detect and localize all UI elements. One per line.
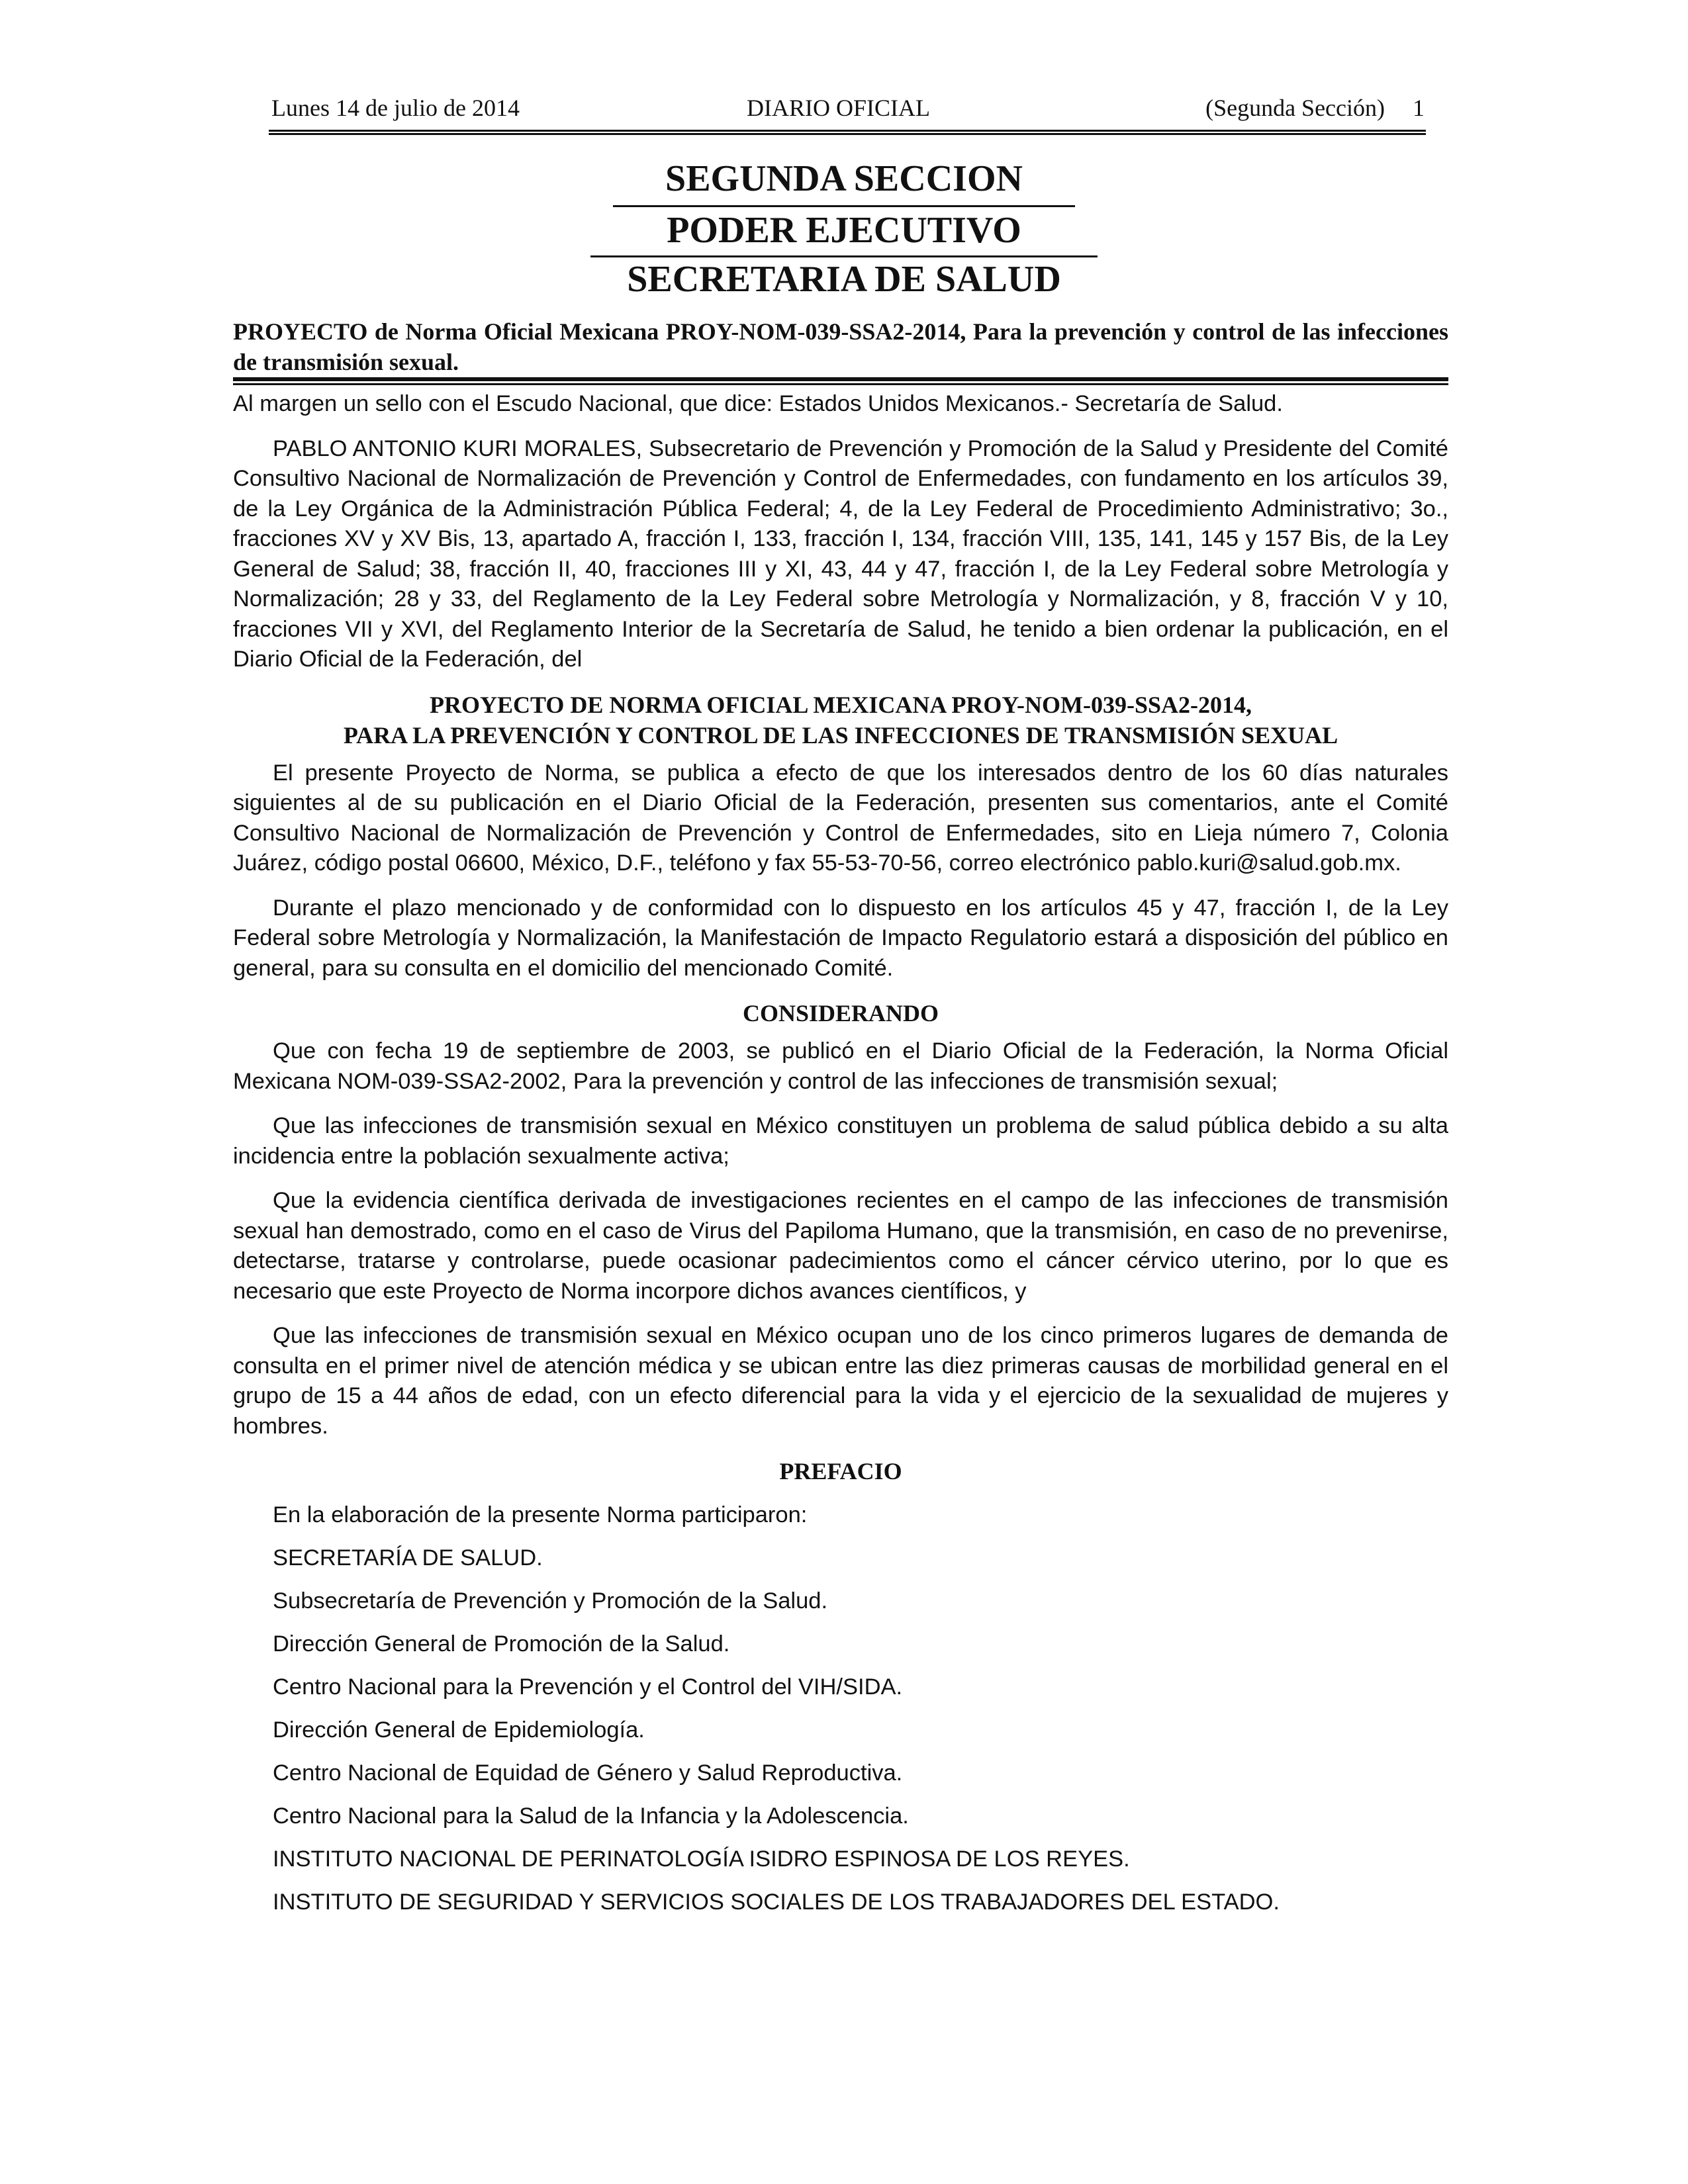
document-title: PROYECTO de Norma Oficial Mexicana PROY-NOM-039-SSA2-2014, Para la prevención y control de las infecciones de transmisión sexual. [233, 318, 1448, 375]
spacer [233, 1171, 1448, 1186]
spacer [233, 1028, 1448, 1036]
considerando-paragraph: Que las infecciones de transmisión sexual en México ocupan uno de los cinco primeros lugares de demanda de consulta en el primer nivel de atención médica y se ubican entre las diez primeras causas de morbilidad general en el grupo de 15 a 44 años de edad, con un efecto diferencial para la vida y el ejercicio de la sexualidad de mujeres y hombres. [233, 1323, 1448, 1439]
participant-item: Subsecretaría de Prevención y Promoción de la Salud. [273, 1588, 828, 1614]
header-page-number: 1 [1413, 95, 1425, 121]
participant-item: Centro Nacional para la Salud de la Infancia y la Adolescencia. [273, 1803, 909, 1829]
norm-title-line-1: PROYECTO DE NORMA OFICIAL MEXICANA PROY-NOM-039-SSA2-2014, [429, 691, 1252, 718]
spacer [233, 751, 1448, 758]
section-rule [613, 205, 1075, 207]
considerando-paragraph: Que con fecha 19 de septiembre de 2003, se publicó en el Diario Oficial de la Federación, la Norma Oficial Mexicana NOM-039-SSA2-2002, Para la prevención y control de las infecciones de transmisión sexual; [233, 1038, 1448, 1094]
spacer [233, 1441, 1448, 1456]
considerando-heading: CONSIDERANDO [742, 1000, 939, 1026]
spacer [233, 879, 1448, 893]
spacer [233, 1486, 1448, 1500]
branch-rule [590, 255, 1098, 257]
participant-item: INSTITUTO DE SEGURIDAD Y SERVICIOS SOCIALES DE LOS TRABAJADORES DEL ESTADO. [273, 1889, 1280, 1915]
participant-item: Centro Nacional de Equidad de Género y Salud Reproductiva. [273, 1760, 903, 1786]
prefacio-intro: En la elaboración de la presente Norma participaron: [273, 1502, 808, 1527]
participant-item: Dirección General de Promoción de la Salud. [273, 1631, 730, 1657]
spacer [233, 1097, 1448, 1111]
considerando-paragraph: Que la evidencia científica derivada de investigaciones recientes en el campo de las infecciones de transmisión sexual han demostrado, como en el caso de Virus del Papiloma Humano, que la transmisión, en caso de no prevenirse, detectarse, tratarse y controlarse, puede ocasionar padecimientos como el cáncer cérvico uterino, por lo que es necesario que este Proyecto de Norma incorpore dichos avances científicos, y [233, 1188, 1448, 1304]
header-publication: DIARIO OFICIAL [747, 95, 930, 121]
intro-paragraph: Durante el plazo mencionado y de conformidad con lo dispuesto en los artículos 45 y 47, fracción I, de la Ley Federal sobre Metrología y Normalización, la Manifestación de Impacto Regulatorio estará a disposición del público en general, para su consulta en el domicilio del mencionado Comité. [233, 895, 1448, 981]
participant-item: Dirección General de Epidemiología. [273, 1717, 645, 1743]
branch-heading: PODER EJECUTIVO [667, 210, 1021, 251]
participant-item: INSTITUTO NACIONAL DE PERINATOLOGÍA ISIDRO ESPINOSA DE LOS REYES. [273, 1846, 1130, 1872]
norm-title-line-2: PARA LA PREVENCIÓN Y CONTROL DE LAS INFECCIONES DE TRANSMISIÓN SEXUAL [343, 721, 1338, 749]
considerando-paragraph: Que las infecciones de transmisión sexual en México constituyen un problema de salud pública debido a su alta incidencia entre la población sexualmente activa; [233, 1113, 1448, 1169]
document-body [233, 389, 1448, 1930]
participant-item: Centro Nacional para la Prevención y el Control del VIH/SIDA. [273, 1674, 903, 1700]
header-section: (Segunda Sección) [1205, 95, 1385, 121]
header-rule [269, 130, 1426, 135]
spacer [233, 675, 1448, 690]
spacer [233, 1306, 1448, 1321]
section-heading: SEGUNDA SECCION [665, 158, 1023, 199]
participant-item: SECRETARÍA DE SALUD. [273, 1545, 543, 1570]
margin-note: Al margen un sello con el Escudo Nacional, que dice: Estados Unidos Mexicanos.- Secretaría de Salud. [233, 391, 1283, 416]
ministry-heading: SECRETARIA DE SALUD [627, 259, 1061, 300]
running-header [271, 94, 1425, 128]
intro-paragraph: El presente Proyecto de Norma, se publica a efecto de que los interesados dentro de los 60 días naturales siguientes al de su publicación en el Diario Oficial de la Federación, presenten sus comentarios, ante el Comité Consultivo Nacional de Normalización de Prevención y Control de Enfermedades, sito en Lieja número 7, Colonia Juárez, código postal 06600, México, D.F., teléfono y fax 55-53-70-56, correo electrónico pablo.kuri@salud.gob.mx. [233, 760, 1448, 876]
spacer [233, 983, 1448, 998]
prefacio-heading: PREFACIO [779, 1458, 902, 1484]
preamble: PABLO ANTONIO KURI MORALES, Subsecretario de Prevención y Promoción de la Salud y Presidente del Comité Consultivo Nacional de Normalización de Prevención y Control de Enfermedades, con fundamento en los artículos 39, de la Ley Orgánica de la Administración Pública Federal; 4, de la Ley Federal de Procedimiento Administrativo; 3o., fracciones XV y XV Bis, 13, apartado A, fracción I, 133, fracción I, 134, fracción VIII, 135, 141, 145 y 157 Bis, de la Ley General de Salud; 38, fracción II, 40, fracciones III y XI, 43, 44 y 47, fracción I, de la Ley Federal sobre Metrología y Normalización; 28 y 33, del Reglamento de la Ley Federal sobre Metrología y Normalización, y 8, fracción V y 10, fracciones VII y XVI, del Reglamento Interior de la Secretaría de Salud, he tenido a bien ordenar la publicación, en el Diario Oficial de la Federación, del [233, 435, 1448, 672]
title-rule [233, 377, 1448, 385]
header-date: Lunes 14 de julio de 2014 [271, 95, 520, 121]
spacer [233, 420, 1448, 434]
